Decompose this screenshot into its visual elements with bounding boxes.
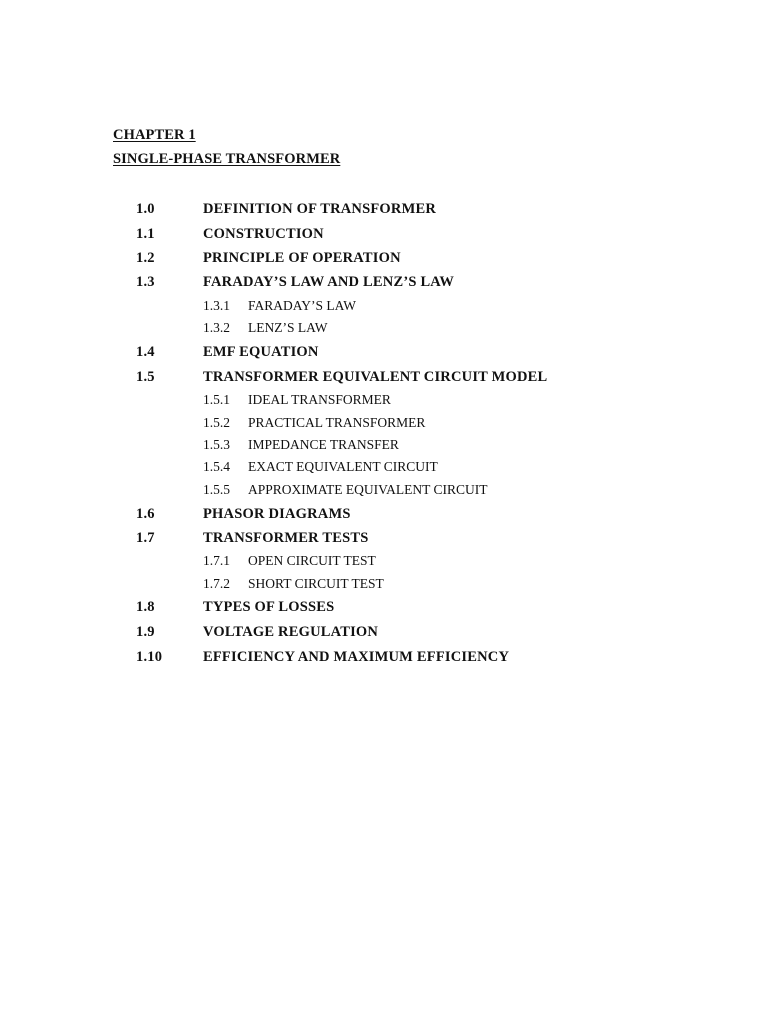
subsection-title: LENZ’S LAW [248,320,328,335]
section-number: 1.0 [136,201,155,217]
section-title: PHASOR DIAGRAMS [203,506,351,522]
subsection-title: PRACTICAL TRANSFORMER [248,415,426,430]
subsection-title: IMPEDANCE TRANSFER [248,437,399,452]
toc-subsection [203,459,438,475]
toc-subsection [203,298,356,314]
subsection-number: 1.3.2 [203,320,230,335]
subsection-number: 1.5.2 [203,415,230,430]
toc-subsection [203,415,425,431]
section-number: 1.5 [136,369,155,385]
subsection-title: IDEAL TRANSFORMER [248,392,391,407]
subsection-number: 1.3.1 [203,298,230,313]
toc-section [136,274,454,291]
toc-section [136,344,319,361]
toc-section [136,369,547,386]
subsection-number: 1.5.4 [203,459,230,474]
section-number: 1.1 [136,226,155,242]
toc-subsection [203,437,399,453]
toc-section [136,530,369,547]
section-number: 1.10 [136,649,163,665]
section-title: TRANSFORMER EQUIVALENT CIRCUIT MODEL [203,369,548,385]
subsection-number: 1.7.1 [203,553,230,568]
section-title: VOLTAGE REGULATION [203,624,379,640]
section-title: TYPES OF LOSSES [203,599,335,615]
toc-section [136,226,324,243]
toc-subsection [203,392,391,408]
section-number: 1.9 [136,624,155,640]
section-title: FARADAY’S LAW AND LENZ’S LAW [203,274,455,290]
toc-subsection [203,553,376,569]
chapter-title: SINGLE-PHASE TRANSFORMER [113,151,341,167]
toc-section [136,649,509,666]
toc-subsection [203,320,328,336]
chapter-label: CHAPTER 1 [113,127,196,143]
subsection-number: 1.5.5 [203,482,230,497]
section-number: 1.3 [136,274,155,290]
section-number: 1.8 [136,599,155,615]
section-title: TRANSFORMER TESTS [203,530,369,546]
section-number: 1.7 [136,530,155,546]
toc-section [136,201,436,218]
toc-section [136,624,378,641]
subsection-title: SHORT CIRCUIT TEST [248,576,384,591]
section-title: EMF EQUATION [203,344,319,360]
toc-subsection [203,482,488,498]
section-title: DEFINITION OF TRANSFORMER [203,201,436,217]
toc-section [136,599,334,616]
subsection-title: OPEN CIRCUIT TEST [248,553,376,568]
subsection-number: 1.7.2 [203,576,230,591]
subsection-number: 1.5.1 [203,392,230,407]
section-number: 1.6 [136,506,155,522]
section-title: PRINCIPLE OF OPERATION [203,250,401,266]
toc-section [136,506,351,523]
toc-section [136,250,401,267]
subsection-title: EXACT EQUIVALENT CIRCUIT [248,459,438,474]
section-title: EFFICIENCY AND MAXIMUM EFFICIENCY [203,649,510,665]
subsection-title: APPROXIMATE EQUIVALENT CIRCUIT [248,482,488,497]
section-title: CONSTRUCTION [203,226,324,242]
subsection-title: FARADAY’S LAW [248,298,357,313]
section-number: 1.2 [136,250,155,266]
toc-subsection [203,576,384,592]
section-number: 1.4 [136,344,155,360]
subsection-number: 1.5.3 [203,437,230,452]
